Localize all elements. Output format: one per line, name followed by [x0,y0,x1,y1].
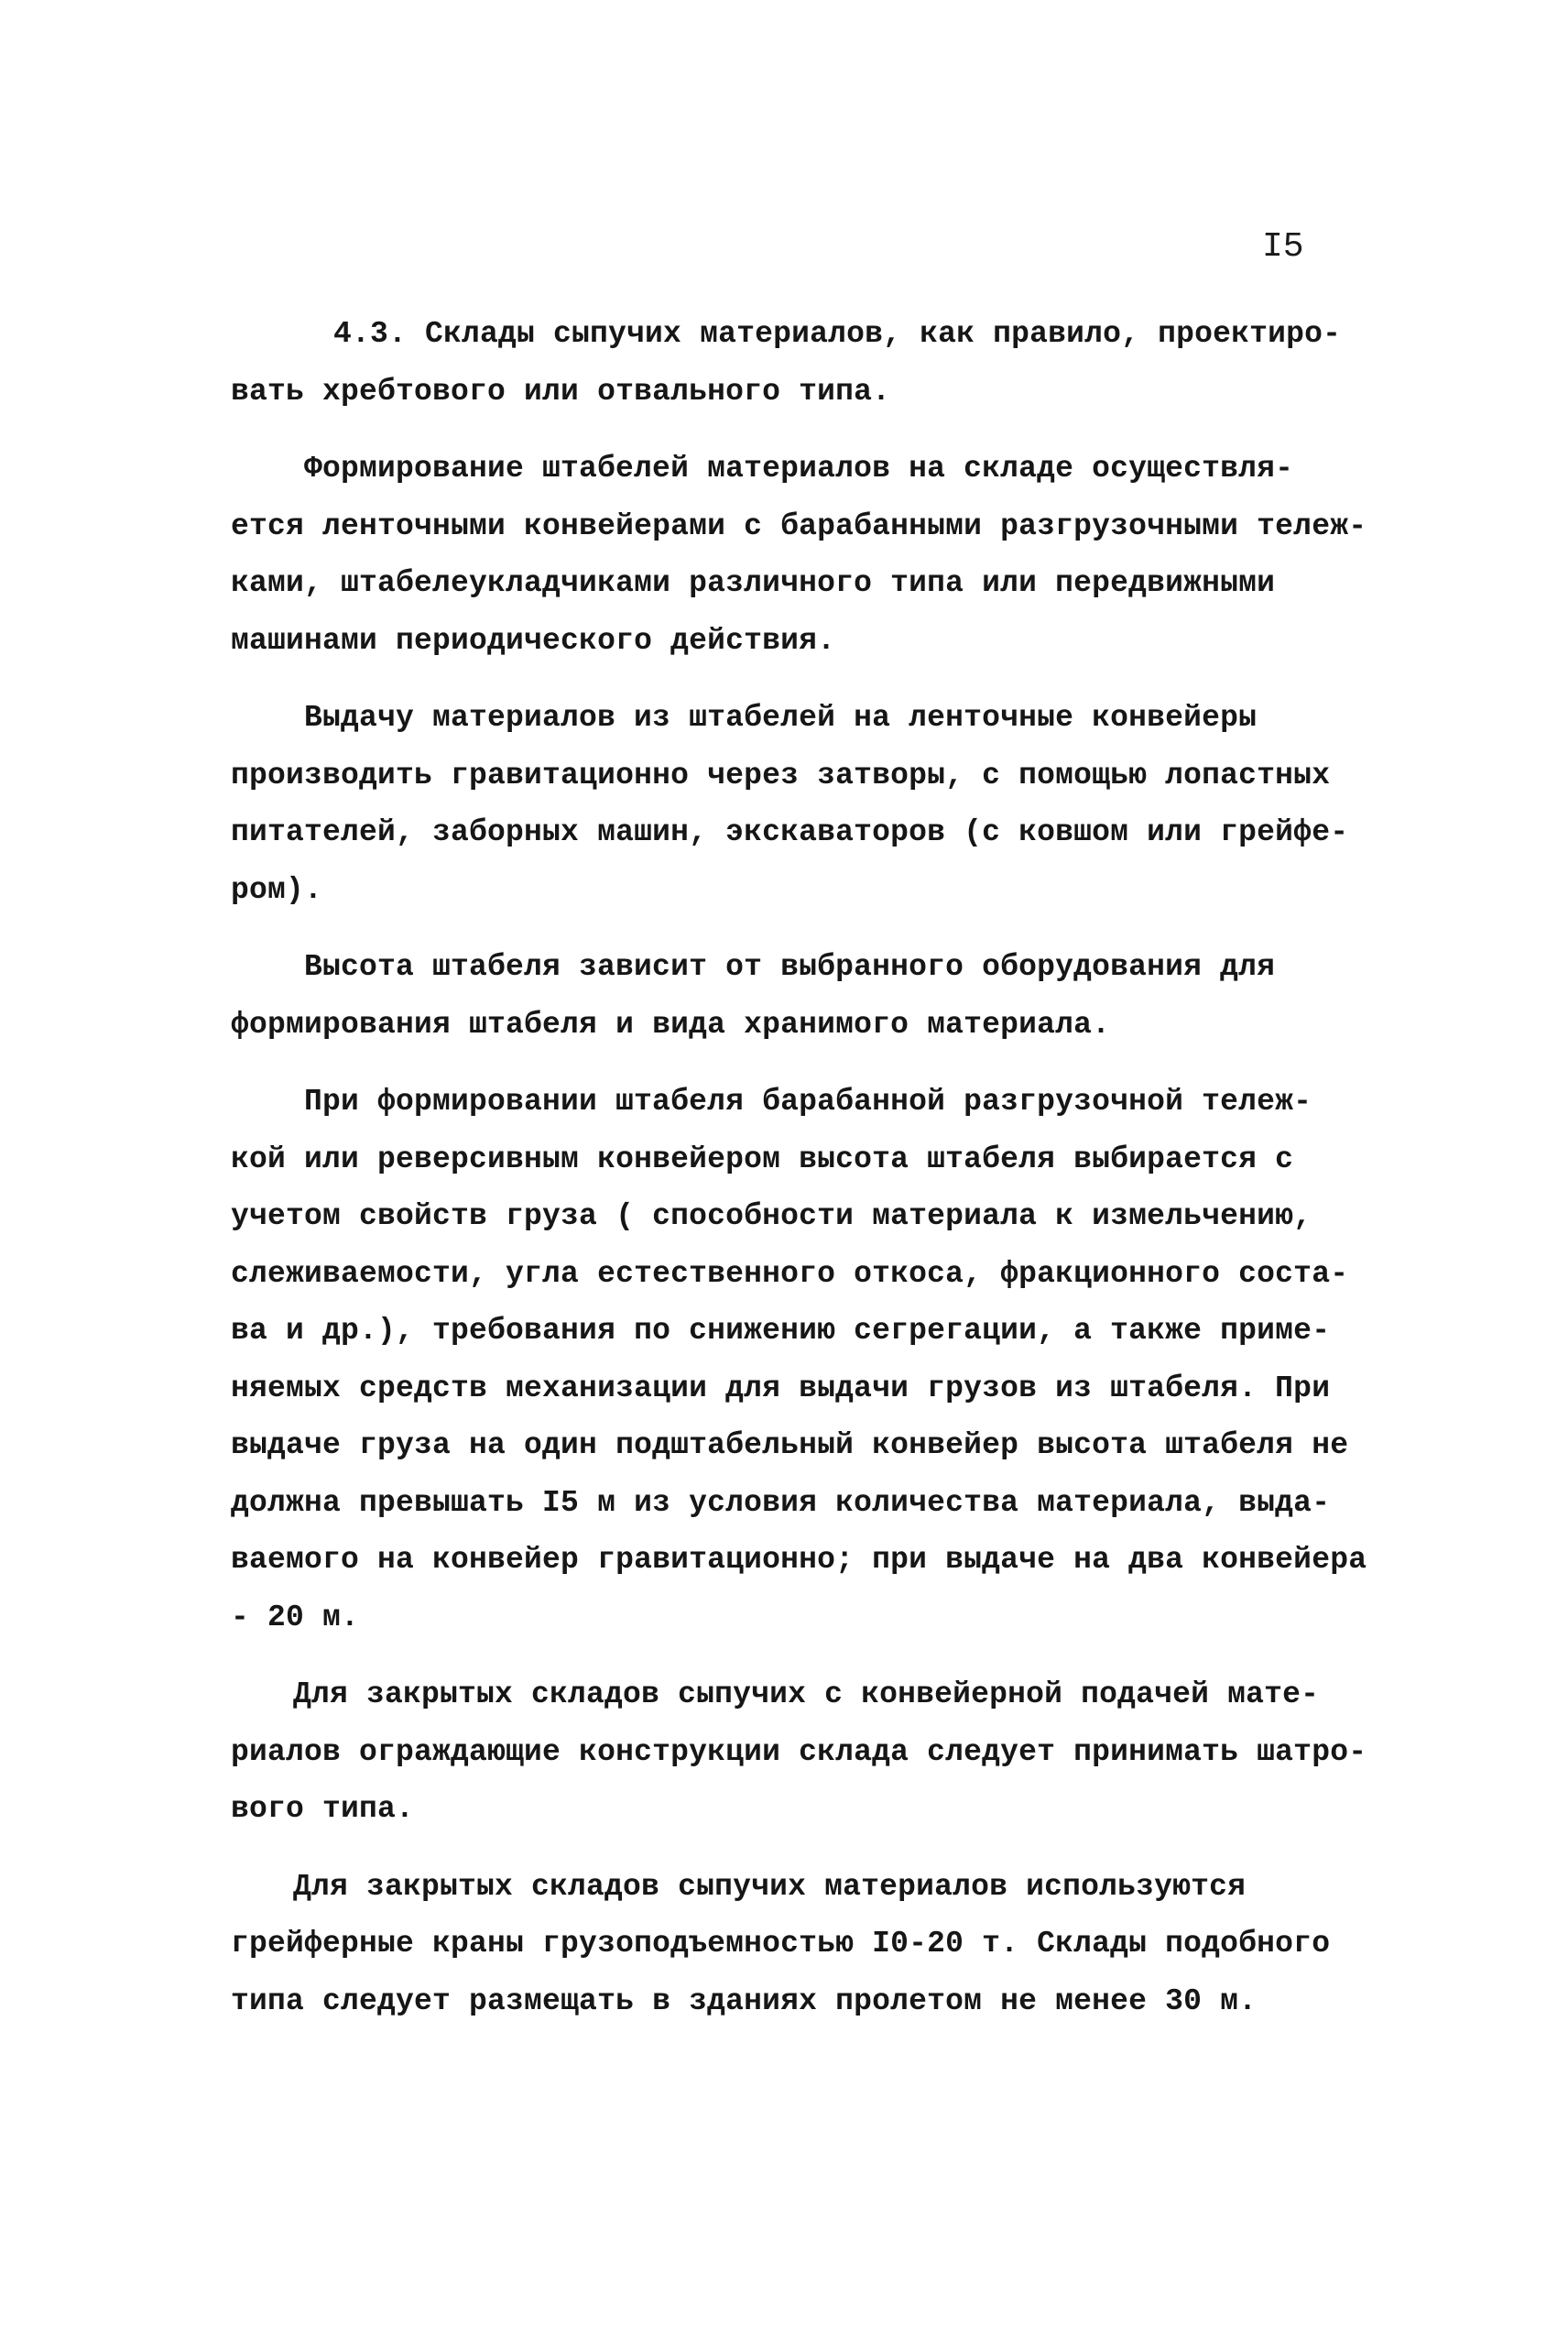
text-line: производить гравитационно через затворы, с помощью лопастных [231,758,1331,792]
text-line: ва и др.), требования по снижению сегрегации, а также приме- [231,1314,1331,1348]
text-line: формирования штабеля и вида хранимого материала. [231,1007,1111,1042]
paragraph-4-3-warehouses [231,306,1376,421]
paragraph-material-output [231,690,1376,919]
paragraph-height-selection [231,1074,1376,1646]
text-line: Высота штабеля зависит от выбранного оборудования для [304,950,1276,984]
text-line: - 20 м. [231,1600,360,1634]
text-line: Формирование штабелей материалов на складе осуществля- [304,452,1294,486]
text-line: учетом свойств груза ( способности материала к измельчению, [231,1199,1312,1233]
page-number: I5 [1262,227,1304,267]
text-line: ваемого на конвейер гравитационно; при выдаче на два конвейера [231,1543,1367,1577]
text-line: кой или реверсивным конвейером высота штабеля выбирается с [231,1142,1294,1176]
text-line: ром). [231,872,323,907]
paragraph-closed-cranes [231,1859,1376,2031]
text-line: Выдачу материалов из штабелей на ленточные конвейеры [304,701,1258,735]
text-line: ками, штабелеукладчиками различного типа или передвижными [231,566,1276,600]
text-line: Для закрытых складов сыпучих с конвейерной подачей мате- [293,1677,1320,1711]
text-line: должна превышать I5 м из условия количества материала, выда- [231,1485,1331,1520]
text-line: типа следует размещать в зданиях пролетом не менее 30 м. [231,1983,1258,2018]
text-line: При формировании штабеля барабанной разгрузочной тележ- [304,1085,1312,1119]
paragraph-stack-forming [231,441,1376,670]
text-line: питателей, заборных машин, экскаваторов (с ковшом или грейфе- [231,815,1349,849]
paragraph-stack-height [231,939,1376,1054]
text-line: машинами периодического действия. [231,623,836,658]
text-line: вать хребтового или отвального типа. [231,374,891,409]
text-line: Для закрытых складов сыпучих материалов используются [293,1869,1247,1904]
text-line: няемых средств механизации для выдачи грузов из штабеля. При [231,1371,1331,1405]
text-line: риалов ограждающие конструкции склада следует принимать шатро- [231,1734,1367,1769]
body-text [231,306,1376,2050]
text-line: слеживаемости, угла естественного откоса, фракционного соста- [231,1256,1349,1291]
text-line: грейферные краны грузоподъемностью I0-20 т. Склады подобного [231,1927,1331,1961]
text-line: ется ленточными конвейерами с барабанными разгрузочными тележ- [231,508,1367,543]
text-line: 4.3. Склады сыпучих материалов, как правило, проектиро- [333,317,1342,351]
text-line: выдаче груза на один подштабельный конвейер высота штабеля не [231,1428,1349,1462]
text-line: вого типа. [231,1792,415,1826]
paragraph-closed-conveyor [231,1666,1376,1839]
